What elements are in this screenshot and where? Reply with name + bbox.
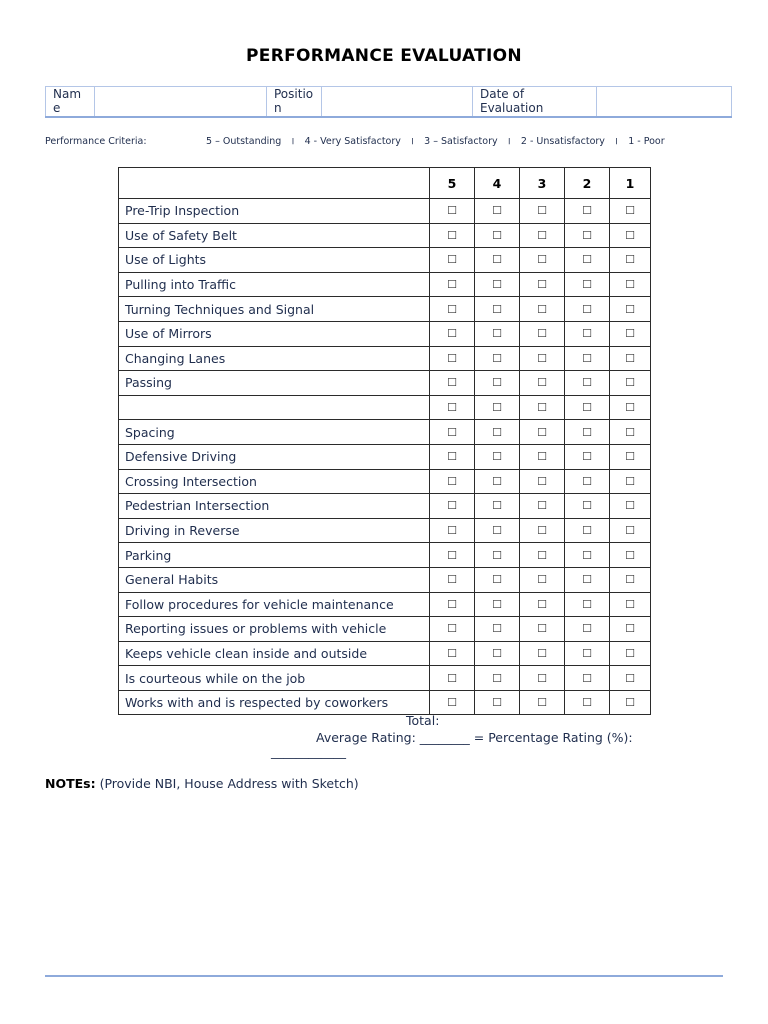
rating-checkbox-4[interactable]: ☐ bbox=[475, 494, 520, 519]
rating-checkbox-1[interactable]: ☐ bbox=[610, 690, 651, 715]
rating-checkbox-3[interactable]: ☐ bbox=[520, 395, 565, 420]
rating-checkbox-3[interactable]: ☐ bbox=[520, 494, 565, 519]
rating-checkbox-5[interactable]: ☐ bbox=[430, 543, 475, 568]
rating-checkbox-1[interactable]: ☐ bbox=[610, 543, 651, 568]
rating-checkbox-1[interactable]: ☐ bbox=[610, 223, 651, 248]
criteria-separator: | bbox=[507, 138, 511, 145]
name-field[interactable] bbox=[95, 87, 267, 118]
table-header-row bbox=[119, 168, 651, 199]
rating-checkbox-5[interactable]: ☐ bbox=[430, 641, 475, 666]
rating-checkbox-3[interactable]: ☐ bbox=[520, 346, 565, 371]
rating-checkbox-5[interactable]: ☐ bbox=[430, 272, 475, 297]
rating-checkbox-2[interactable]: ☐ bbox=[565, 248, 610, 273]
rating-checkbox-2[interactable]: ☐ bbox=[565, 494, 610, 519]
rating-checkbox-1[interactable]: ☐ bbox=[610, 346, 651, 371]
rating-checkbox-3[interactable]: ☐ bbox=[520, 518, 565, 543]
notes bbox=[45, 776, 359, 791]
rating-checkbox-2[interactable]: ☐ bbox=[565, 469, 610, 494]
rating-checkbox-2[interactable]: ☐ bbox=[565, 641, 610, 666]
rating-checkbox-3[interactable]: ☐ bbox=[520, 469, 565, 494]
criterion-label: General Habits bbox=[119, 567, 430, 592]
table-row bbox=[119, 321, 651, 346]
notes-label: NOTEs: bbox=[45, 776, 96, 791]
rating-checkbox-1[interactable]: ☐ bbox=[610, 666, 651, 691]
rating-checkbox-5[interactable]: ☐ bbox=[430, 444, 475, 469]
criterion-label: Use of Mirrors bbox=[119, 321, 430, 346]
rating-checkbox-2[interactable]: ☐ bbox=[565, 420, 610, 445]
rating-checkbox-5[interactable]: ☐ bbox=[430, 567, 475, 592]
rating-checkbox-3[interactable]: ☐ bbox=[520, 420, 565, 445]
rating-header-2: 2 bbox=[565, 168, 610, 199]
rating-checkbox-3[interactable]: ☐ bbox=[520, 199, 565, 224]
criteria-item-4: 4 - Very Satisfactory bbox=[304, 136, 401, 147]
rating-checkbox-4[interactable]: ☐ bbox=[475, 371, 520, 396]
rating-checkbox-4[interactable]: ☐ bbox=[475, 617, 520, 642]
criterion-label: Changing Lanes bbox=[119, 346, 430, 371]
criterion-label: Pedestrian Intersection bbox=[119, 494, 430, 519]
rating-checkbox-1[interactable]: ☐ bbox=[610, 297, 651, 322]
criterion-label: Parking bbox=[119, 543, 430, 568]
rating-checkbox-2[interactable]: ☐ bbox=[565, 543, 610, 568]
rating-checkbox-3[interactable]: ☐ bbox=[520, 371, 565, 396]
rating-checkbox-1[interactable]: ☐ bbox=[610, 321, 651, 346]
criterion-label: Use of Lights bbox=[119, 248, 430, 273]
rating-checkbox-3[interactable]: ☐ bbox=[520, 567, 565, 592]
page-title: PERFORMANCE EVALUATION bbox=[246, 46, 522, 66]
rating-checkbox-3[interactable]: ☐ bbox=[520, 690, 565, 715]
criteria-item-5: 5 – Outstanding bbox=[206, 136, 282, 147]
table-row bbox=[119, 567, 651, 592]
rating-checkbox-4[interactable]: ☐ bbox=[475, 641, 520, 666]
name-label: Name bbox=[46, 87, 95, 118]
criteria-separator: | bbox=[614, 138, 619, 145]
rating-checkbox-5[interactable]: ☐ bbox=[430, 690, 475, 715]
criterion-label: Is courteous while on the job bbox=[119, 666, 430, 691]
criterion-label: Works with and is respected by coworkers bbox=[119, 690, 430, 715]
rating-checkbox-2[interactable]: ☐ bbox=[565, 592, 610, 617]
rating-checkbox-2[interactable]: ☐ bbox=[565, 297, 610, 322]
rating-checkbox-4[interactable]: ☐ bbox=[475, 690, 520, 715]
criteria-separator: | bbox=[291, 138, 295, 145]
rating-checkbox-1[interactable]: ☐ bbox=[610, 494, 651, 519]
rating-checkbox-3[interactable]: ☐ bbox=[520, 248, 565, 273]
rating-header-3: 3 bbox=[520, 168, 565, 199]
percentage-blank: ____________ bbox=[271, 744, 346, 759]
criterion-label: Passing bbox=[119, 371, 430, 396]
rating-checkbox-2[interactable]: ☐ bbox=[565, 346, 610, 371]
rating-checkbox-1[interactable]: ☐ bbox=[610, 420, 651, 445]
rating-checkbox-3[interactable]: ☐ bbox=[520, 321, 565, 346]
rating-checkbox-2[interactable]: ☐ bbox=[565, 518, 610, 543]
rating-checkbox-3[interactable]: ☐ bbox=[520, 223, 565, 248]
table-row bbox=[119, 346, 651, 371]
rating-checkbox-1[interactable]: ☐ bbox=[610, 617, 651, 642]
rating-checkbox-4[interactable]: ☐ bbox=[475, 297, 520, 322]
rating-checkbox-5[interactable]: ☐ bbox=[430, 297, 475, 322]
rating-checkbox-2[interactable]: ☐ bbox=[565, 690, 610, 715]
table-row bbox=[119, 494, 651, 519]
table-row bbox=[119, 543, 651, 568]
rating-checkbox-5[interactable]: ☐ bbox=[430, 494, 475, 519]
evaluation-table bbox=[118, 167, 651, 715]
rating-checkbox-5[interactable]: ☐ bbox=[430, 592, 475, 617]
rating-checkbox-5[interactable]: ☐ bbox=[430, 248, 475, 273]
table-row bbox=[119, 297, 651, 322]
criterion-header bbox=[119, 168, 430, 199]
table-row bbox=[119, 641, 651, 666]
rating-checkbox-3[interactable]: ☐ bbox=[520, 444, 565, 469]
date-of-evaluation-field[interactable] bbox=[597, 87, 732, 118]
criteria-item-2: 2 - Unsatisfactory bbox=[520, 136, 605, 147]
rating-checkbox-4[interactable]: ☐ bbox=[475, 518, 520, 543]
table-row bbox=[119, 272, 651, 297]
rating-checkbox-4[interactable]: ☐ bbox=[475, 272, 520, 297]
criterion-label: Pre-Trip Inspection bbox=[119, 199, 430, 224]
rating-checkbox-4[interactable]: ☐ bbox=[475, 592, 520, 617]
rating-checkbox-3[interactable]: ☐ bbox=[520, 592, 565, 617]
footer-rule bbox=[45, 975, 723, 977]
rating-checkbox-2[interactable]: ☐ bbox=[565, 371, 610, 396]
rating-checkbox-2[interactable]: ☐ bbox=[565, 567, 610, 592]
rating-checkbox-3[interactable]: ☐ bbox=[520, 297, 565, 322]
criteria-item-1: 1 - Poor bbox=[628, 136, 665, 147]
rating-checkbox-1[interactable]: ☐ bbox=[610, 592, 651, 617]
date-of-evaluation-label: Date of Evaluation bbox=[473, 87, 597, 118]
rating-checkbox-3[interactable]: ☐ bbox=[520, 543, 565, 568]
rating-checkbox-1[interactable]: ☐ bbox=[610, 248, 651, 273]
table-row bbox=[119, 248, 651, 273]
criterion-label: Use of Safety Belt bbox=[119, 223, 430, 248]
rating-checkbox-2[interactable]: ☐ bbox=[565, 272, 610, 297]
rating-checkbox-4[interactable]: ☐ bbox=[475, 444, 520, 469]
rating-checkbox-1[interactable]: ☐ bbox=[610, 272, 651, 297]
rating-checkbox-3[interactable]: ☐ bbox=[520, 272, 565, 297]
notes-text: (Provide NBI, House Address with Sketch) bbox=[95, 776, 359, 791]
criterion-label: Reporting issues or problems with vehicle bbox=[119, 617, 430, 642]
rating-header-1: 1 bbox=[610, 168, 651, 199]
criterion-label: Defensive Driving bbox=[119, 444, 430, 469]
rating-checkbox-3[interactable]: ☐ bbox=[520, 641, 565, 666]
rating-checkbox-4[interactable]: ☐ bbox=[475, 223, 520, 248]
criterion-label: Pulling into Traffic bbox=[119, 272, 430, 297]
table-row bbox=[119, 444, 651, 469]
criteria-separator: | bbox=[410, 138, 415, 145]
rating-checkbox-2[interactable]: ☐ bbox=[565, 617, 610, 642]
rating-checkbox-5[interactable]: ☐ bbox=[430, 321, 475, 346]
rating-checkbox-2[interactable]: ☐ bbox=[565, 666, 610, 691]
table-row bbox=[119, 199, 651, 224]
rating-checkbox-5[interactable]: ☐ bbox=[430, 420, 475, 445]
rating-checkbox-1[interactable]: ☐ bbox=[610, 567, 651, 592]
table-row bbox=[119, 420, 651, 445]
rating-header-4: 4 bbox=[475, 168, 520, 199]
rating-checkbox-4[interactable]: ☐ bbox=[475, 199, 520, 224]
table-row bbox=[119, 469, 651, 494]
rating-checkbox-4[interactable]: ☐ bbox=[475, 248, 520, 273]
table-row bbox=[119, 518, 651, 543]
rating-checkbox-2[interactable]: ☐ bbox=[565, 395, 610, 420]
rating-checkbox-5[interactable]: ☐ bbox=[430, 617, 475, 642]
rating-checkbox-1[interactable]: ☐ bbox=[610, 199, 651, 224]
rating-checkbox-1[interactable]: ☐ bbox=[610, 641, 651, 666]
rating-checkbox-3[interactable]: ☐ bbox=[520, 617, 565, 642]
rating-checkbox-4[interactable]: ☐ bbox=[475, 666, 520, 691]
table-row bbox=[119, 690, 651, 715]
rating-checkbox-3[interactable]: ☐ bbox=[520, 666, 565, 691]
criteria-item-3: 3 – Satisfactory bbox=[424, 136, 498, 147]
rating-checkbox-2[interactable]: ☐ bbox=[565, 321, 610, 346]
performance-criteria-legend bbox=[45, 136, 665, 147]
criterion-label: Turning Techniques and Signal bbox=[119, 297, 430, 322]
criterion-label: Driving in Reverse bbox=[119, 518, 430, 543]
table-row bbox=[119, 223, 651, 248]
rating-checkbox-4[interactable]: ☐ bbox=[475, 420, 520, 445]
position-field[interactable] bbox=[322, 87, 473, 118]
table-row bbox=[119, 395, 651, 420]
rating-checkbox-5[interactable]: ☐ bbox=[430, 371, 475, 396]
rating-checkbox-1[interactable]: ☐ bbox=[610, 444, 651, 469]
rating-checkbox-2[interactable]: ☐ bbox=[565, 223, 610, 248]
rating-checkbox-4[interactable]: ☐ bbox=[475, 321, 520, 346]
rating-checkbox-4[interactable]: ☐ bbox=[475, 469, 520, 494]
rating-checkbox-5[interactable]: ☐ bbox=[430, 223, 475, 248]
rating-checkbox-4[interactable]: ☐ bbox=[475, 543, 520, 568]
rating-checkbox-4[interactable]: ☐ bbox=[475, 567, 520, 592]
rating-checkbox-5[interactable]: ☐ bbox=[430, 469, 475, 494]
rating-header-5: 5 bbox=[430, 168, 475, 199]
rating-checkbox-4[interactable]: ☐ bbox=[475, 346, 520, 371]
rating-checkbox-4[interactable]: ☐ bbox=[475, 395, 520, 420]
table-row bbox=[119, 617, 651, 642]
rating-checkbox-5[interactable]: ☐ bbox=[430, 395, 475, 420]
rating-checkbox-1[interactable]: ☐ bbox=[610, 371, 651, 396]
criterion-label: Spacing bbox=[119, 420, 430, 445]
position-label: Position bbox=[267, 87, 322, 118]
rating-checkbox-5[interactable]: ☐ bbox=[430, 518, 475, 543]
criteria-label: Performance Criteria: bbox=[45, 136, 147, 147]
rating-checkbox-1[interactable]: ☐ bbox=[610, 395, 651, 420]
employee-info-table bbox=[45, 86, 732, 118]
rating-checkbox-2[interactable]: ☐ bbox=[565, 199, 610, 224]
criterion-label bbox=[119, 395, 430, 420]
average-rating-line: Average Rating: ________ = Percentage Rating (%): bbox=[316, 730, 633, 745]
criterion-label: Keeps vehicle clean inside and outside bbox=[119, 641, 430, 666]
table-row bbox=[119, 371, 651, 396]
rating-checkbox-2[interactable]: ☐ bbox=[565, 444, 610, 469]
table-row bbox=[119, 666, 651, 691]
total-label: Total: bbox=[406, 713, 440, 728]
rating-checkbox-1[interactable]: ☐ bbox=[610, 469, 651, 494]
rating-checkbox-5[interactable]: ☐ bbox=[430, 199, 475, 224]
table-row bbox=[119, 592, 651, 617]
criterion-label: Crossing Intersection bbox=[119, 469, 430, 494]
criterion-label: Follow procedures for vehicle maintenance bbox=[119, 592, 430, 617]
rating-checkbox-1[interactable]: ☐ bbox=[610, 518, 651, 543]
rating-checkbox-5[interactable]: ☐ bbox=[430, 346, 475, 371]
rating-checkbox-5[interactable]: ☐ bbox=[430, 666, 475, 691]
